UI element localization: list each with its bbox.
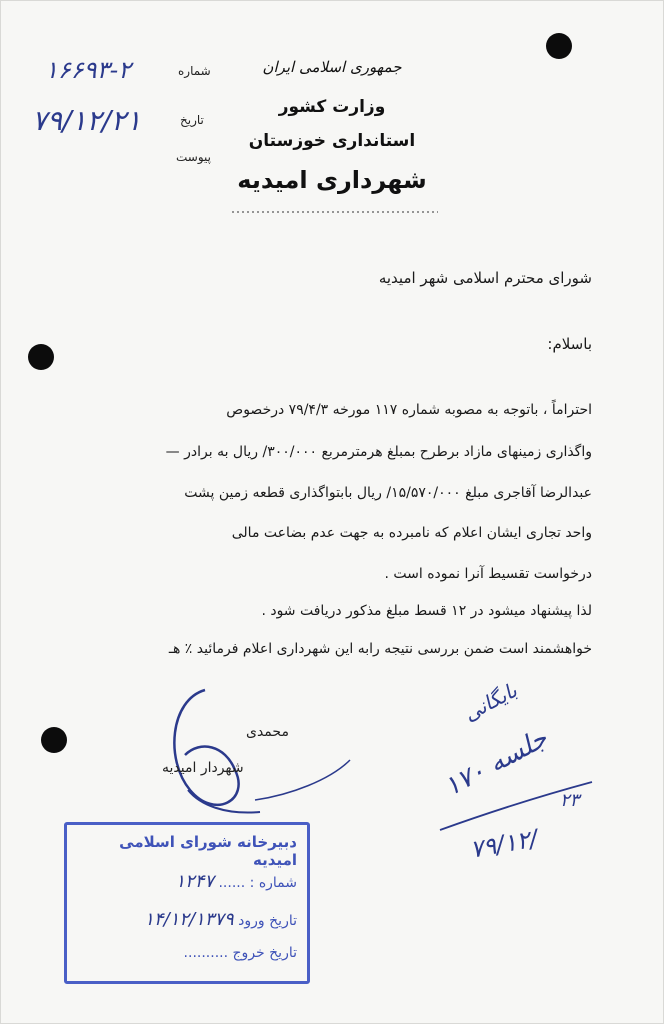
handwritten-day: ۲۳ (560, 790, 580, 811)
letter-line-6: لذا پیشنهاد میشود در ۱۲ قسط مبلغ مذکور دریافت شود . (261, 603, 592, 619)
letterhead-municipality: شهرداری امیدیه (237, 166, 427, 194)
stamp-title: دبیرخانه شورای اسلامی امیدیه (119, 833, 297, 869)
signer-name: محمدی (246, 724, 289, 740)
letter-line-3: عبدالرضا آقاجری مبلغ ۱۵/۵۷۰/۰۰۰/ ریال بابتواگذاری قطعه زمین پشت (184, 485, 592, 501)
letter-line-7: خواهشمند است ضمن بررسی نتیجه رابه این شهرداری اعلام فرمائید ٪ هـ (168, 641, 592, 657)
stamp-number-row: شماره : ...... ۱۲۴۷ (175, 871, 297, 892)
letterhead-governorate: استانداری خوزستان (248, 131, 416, 151)
number-handwritten: ۱۶۶۹۳-۲ (45, 56, 132, 84)
handwritten-date: ۷۹/۱۲/ (468, 824, 540, 864)
date-handwritten: ۷۹/۱۲/۲۱ (32, 104, 142, 137)
letter-line-4: واحد تجاری ایشان اعلام که نامبرده به جهت عدم بضاعت مالی (231, 525, 592, 541)
handwritten-archive: بایگانی (459, 678, 521, 726)
date-label: تاریخ (180, 113, 204, 127)
council-receipt-stamp (64, 822, 310, 984)
stamp-in-date-row (77, 909, 297, 930)
letterhead-republic: جمهوری اسلامی ایران (262, 58, 402, 76)
attachment-label: پیوست (176, 150, 211, 164)
letterhead-ministry: وزارت کشور (278, 97, 386, 117)
letter-line-1: احتراماً ، باتوجه به مصوبه شماره ۱۱۷ مورخه ۷۹/۴/۳ درخصوص (226, 402, 592, 418)
signer-title: شهردار امیدیه (162, 760, 244, 776)
stamp-number-label: شماره (258, 875, 297, 891)
stamp-in-date-value: ۱۴/۱۲/۱۳۷۹ (144, 909, 234, 930)
stamp-out-date-row: تاریخ خروج .......... (183, 945, 297, 961)
letter-line-5: درخواست تقسیط آنرا نموده است . (384, 566, 592, 582)
stamp-number-value: ۱۲۴۷ (175, 871, 215, 892)
addressee: شورای محترم اسلامی شهر امیدیه (378, 269, 592, 287)
handwritten-session: جلسه ۱۷۰ (439, 723, 553, 803)
stamp-out-date-label: تاریخ خروج (232, 945, 297, 961)
greeting: باسلام: (547, 335, 592, 353)
letter-line-2: واگذاری زمینهای مازاد برطرح بمبلغ هرمترمربع ۳۰۰/۰۰۰/ ریال به برادر — (165, 444, 592, 460)
number-label: شماره (178, 64, 211, 78)
stamp-in-date-label: تاریخ ورود (238, 913, 297, 929)
